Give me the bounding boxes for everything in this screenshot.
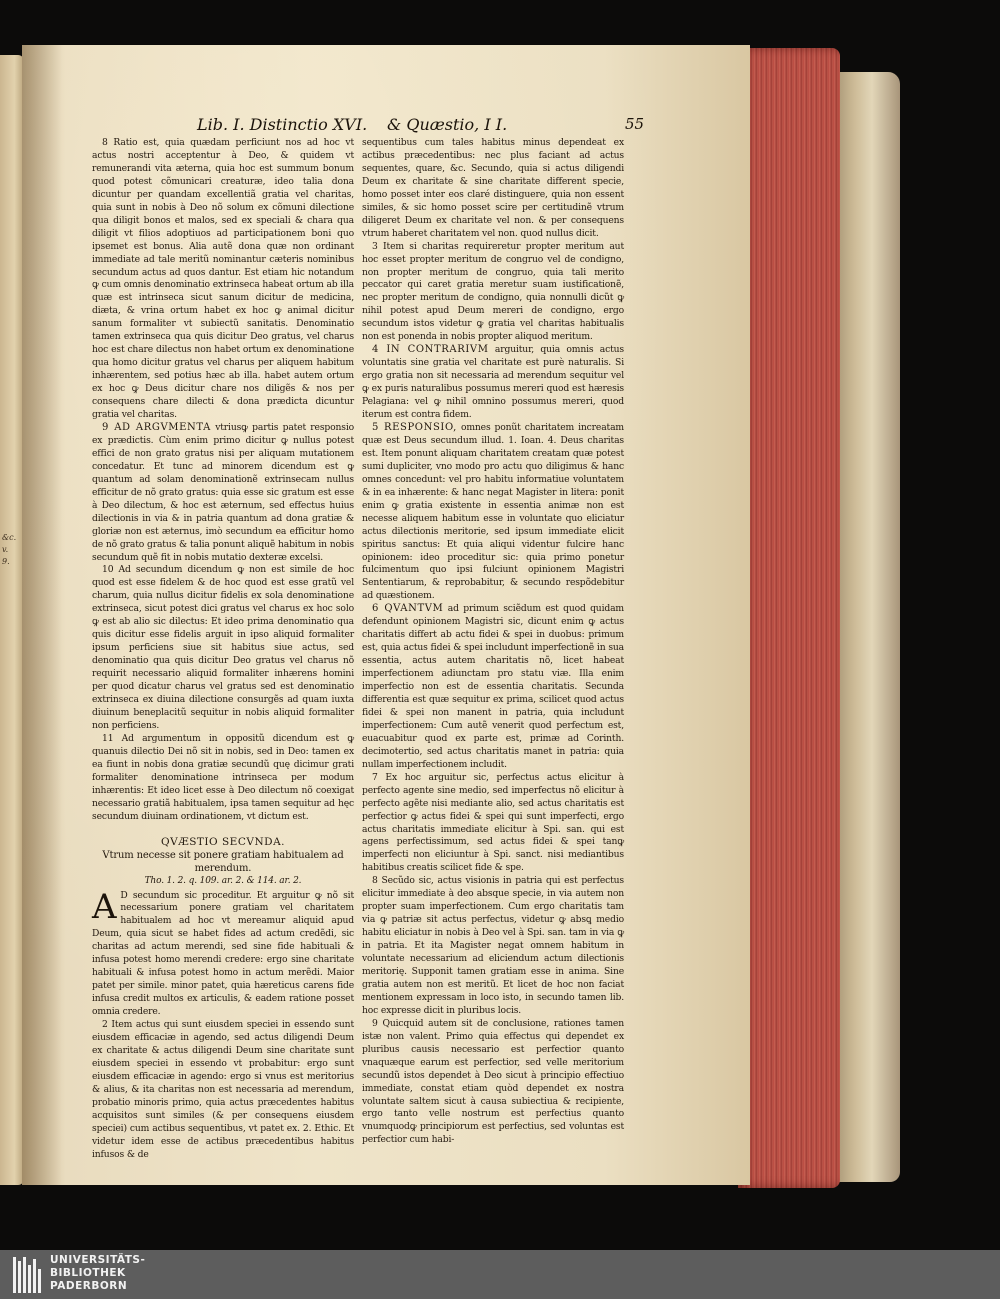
paragraph-lead: 5 RESPONSIO, bbox=[372, 421, 457, 433]
margin-note-line: 9. bbox=[2, 557, 10, 566]
paragraph: 7 Ex hoc arguitur sic, perfectus actus elicitur à perfecto agente sine medio, sed imperfectus nõ elicitur à perfecto agẽte nisi mediante alio, sed actus charitatis est perfectior ꝙ actus fidei & spei qui sunt imperfecti, ergo actus charitatis immediate elicitur à Spi. san. qui est agens perfectissimum, sed actus fidei & spei tanꝙ imperfecti non eliciuntur à Spi. sanct. nisi mediantibus habitibus creatis scilicet fide & spe. bbox=[362, 771, 624, 874]
paragraph bbox=[362, 603, 624, 771]
margin-note-line: v. bbox=[2, 545, 9, 554]
paragraph: 2 Item actus qui sunt eiusdem speciei in essendo sunt eiusdem efficaciæ in agendo, sed actus diligendi Deum ex charitate & actus diligendi Deum sine charitate sunt eiusdem speciei in essendo vt probabitur: ergo sunt eiusdem efficaciæ in agendo: ergo si vnus est meritorius & alius, & ita charitas non est necessaria ad merendum, probatio minoris primo, quia actus præcedentes habitus acquisitos sunt similes (& per consequens eiusdem speciei) cum actibus sequentibus, vt patet ex. 2. Ethic. Et videtur idem esse de actibus præcedentibus habitus infusos & de bbox=[92, 1019, 354, 1160]
red-page-edges bbox=[738, 48, 840, 1188]
book-page bbox=[22, 45, 750, 1185]
left-page-edge bbox=[0, 55, 24, 1185]
library-name-line: BIBLIOTHEK bbox=[50, 1267, 126, 1279]
library-name bbox=[50, 1254, 145, 1293]
drop-cap: A bbox=[92, 886, 117, 927]
paragraph-text: vtriusꝙ partis patet responsio ex prædictis. Cùm enim primo dicitur ꝙ nullus potest effici de non grato gratus nisi per aliquam mutationem concedatur. Et tunc ad minorem dicendum est ꝙ quantum ad solam denominationẽ extrinsecam nullus efficitur de nõ grato gratus: quia esse sic gratum est esse à Deo dilectum, & hoc est æternum, sed effectus huius dilectionis in via & in patria quantum ad dona gratiæ & gloriæ non est æternus, imò secundum ea efficitur homo de nõ grato gratus & talia ponunt aliquẽ habitum in nobis secundum quẽ fit in nobis mutatio dexteræ excelsi. bbox=[92, 421, 354, 563]
paragraph: sequentibus cum tales habitus minus dependeat ex actibus præcedentibus: nec plus faciant ad actus sequentes, quare, &c. Secundo, quia si actus diligendi Deum ex charitate & sine charitate different specie, homo posset inter eos claré distinguere, quia non essent similes, & sic homo posset scire per certitudinẽ vtrum diligeret Deum ex charitate vel non. & per consequens vtrum haberet charitatem vel non. quod nullus dicit. bbox=[362, 137, 624, 239]
library-name-line: PADERBORN bbox=[50, 1280, 128, 1292]
paragraph: 11 Ad argumentum in oppositũ dicendum est ꝙ quanuis dilectio Dei nõ sit in nobis, sed in Deo: tamen ex ea fiunt in nobis dona gratiæ secundũ quę dicimur grati formaliter denominatione intrinseca per modum inhærentis: Et ideo licet esse à Deo dilectum nõ coexigat necessario gratiã habitualem, ipsa tamen sequitur ad hęc secundum diuinam ordinationem, vt dictum est. bbox=[92, 732, 354, 822]
question-text: Vtrum necesse sit ponere gratiam habitualem ad merendum. bbox=[102, 849, 344, 874]
paragraph-lead: 6 QVANTVM bbox=[372, 603, 444, 615]
margin-note bbox=[2, 532, 24, 568]
running-head-right: & Quæstio, I I. bbox=[387, 115, 508, 134]
paragraph: 3 Item si charitas requireretur propter meritum aut hoc esset propter meritum de congruo vel de condigno, non propter meritum de congruo, quia tali merito peccator qui caret gratia meretur suam iustificationẽ, nec propter meritum de condigno, quia nonnulli dicũt ꝙ nihil potest apud Deum mereri de condigno, ergo secundum istos videtur ꝙ gratia vel charitas habitualis non est ponenda in nobis propter aliquod meritum. bbox=[362, 240, 624, 343]
text-column-left bbox=[92, 137, 354, 1162]
paragraph-text: ad primum sciẽdum est quod quidam defendunt opinionem Magistri sic, dicunt enim ꝙ actus charitatis differt ab actu fidei & spei in duobus: primum est, quia actus fidei & spei includunt imperfectionẽ in sua essentia, actus autem charitatis nõ, licet habeat imperfectionem adiunctam pro statu viæ. Illa enim imperfectio non est de essentia charitatis. Secunda differentia est quæ sequitur ex prima, scilicet quod actus fidei & spei non manent in patria, quia includunt imperfectionem: Cum autẽ venerit quod perfectum est, euacuabitur quod ex parte est, primæ ad Corinth. decimotertio, sed actus charitatis manet in patria: quia nullam imperfectionem includit. bbox=[362, 603, 624, 770]
paragraph: 9 Quicquid autem sit de conclusione, rationes tamen istæ non valent. Primo quia effectus qui dependet ex pluribus causis necessario est perfectior quanto vnaquæque earum est perfectior, sed velle meritorium secundũ istos dependet à Deo sicut à principio effectiuo immediate, constat etiam quòd dependet ex nostra voluntate saltem sicut à causa subiectiua & recipiente, ergo tanto velle nostrum est perfectius quanto vnumquodꝙ principiorum est perfectius, sed voluntas est perfectior cum habi- bbox=[362, 1017, 624, 1146]
library-name-line: UNIVERSITÄTS- bbox=[50, 1254, 146, 1266]
paragraph-text: omnes ponũt charitatem increatam quæ est Deus secundum illud. 1. Ioan. 4. Deus charitas est. Item ponunt aliquam charitatem creatam quæ potest sumi dupliciter, vno modo pro actu quo diligimus & hanc omnes concedunt: vel pro habitu informatiue voluntatem & in ea inhærente: & hanc negat Magister in litera: ponit enim ꝙ gratia existente in essentia animæ non est necesse aliquem habitum esse in voluntate quo eliciatur actus dilectionis meritorie, sed ipsum immediate elicit spiritus sanctus: Et quia aliqui videntur fulcire hanc opinionem: ideo proceditur sic: quia primo ponetur fulcimentum quo ipsi fulciunt opinionem Magistri Sententiarum, & reprobabitur, & secundo respõdebitur ad quæstionem. bbox=[362, 421, 624, 602]
paragraph: 8 Secũdo sic, actus visionis in patria qui est perfectus elicitur immediate à deo absque specie, in via autem non propter suam imperfectionem. Cum ergo charitatis tam via ꝙ patriæ sit actus perfectus, videtur ꝙ absꝗ medio habitu eliciatur in nobis à Deo vel à Spi. san. tam in via ꝙ in patria. Et ita Magister negat omnem habitum in voluntate necessarium ad eliciendum actum dilectionis meritorię. Supponit tamen gratiam esse in anima. Sine gratia autem non est meritũ. Et licet de hoc non faciat mentionem expressam in loco isto, in secundo tamen lib. hoc expresse dicit in pluribus locis. bbox=[362, 875, 624, 1016]
paragraph: 8 Ratio est, quia quædam perficiunt nos ad hoc vt actus nostri acceptentur à Deo, & quidem vt remunerandi vita æterna, quia hoc est summum bonum quod potest cõmunicari creaturæ, ideo talia dona dicuntur per quandam excellentiã gratia vel charitas, quia sunt in nobis à Deo nõ solum ex cõmuni dilectione qua diligit bonos et malos, sed ex speciali & chara qua diligit vt filios adoptiuos ad participationem boni quo ipsemet est bonus. Alia autẽ dona quæ non ordinant immediate ad tale meritũ nominantur cæteris nominibus secundum actus ad quos dantur. Est etiam hic notandum ꝙ cum omnis denominatio extrinseca habeat ortum ab illa quæ est intrinseca sicut sanum dicitur de medicina, diæta, & vrina ortum habet ex hoc ꝙ animal dicitur sanum formaliter vt subiectũ sanitatis. Denominatio tamen extrinseca qua quis dicitur Deo gratus, vel charus hoc est chare dilectus non habet ortum ex denominatione qua homo dicitur gratus vel charus per aliquem habitum inhærentem, sed potius hæc ab illa. habet autem ortum ex hoc ꝙ Deus dicitur chare nos diligẽs & nos per consequens chare dilecti & dona prædicta dicuntur gratia vel charitas. bbox=[92, 137, 354, 421]
paragraph-text: D secundum sic proceditur. Et arguitur ꝙ nõ sit necessarium ponere gratiam vel charitatem habitualem ad hoc vt mereamur aliquid apud Deum, quia sicut se habet fides ad actum credẽdi, sic charitas ad actum merendi, sed sine fide habituali & infusa potest homo merendi credere: ergo sine charitate habituali & infusa potest homo in actum merẽdi. Maior patet per simile. minor patet, quia hæreticus carens fide infusa credit multos ex articulis, & eadem ratione posset omnia credere. bbox=[92, 889, 354, 1018]
paragraph: 10 Ad secundum dicendum ꝙ non est simile de hoc quod est esse fidelem & de hoc quod est esse gratũ vel charum, quia nullus dicitur fidelis ex sola denominatione extrinseca, sicut potest dici gratus vel charus ex hoc solo ꝙ est ab alio sic dilectus: Et ideo prima denominatio qua quis dicitur esse fidelis arguit in ipso aliquid formaliter ipsum perficiens siue sit habitus siue actus, sed denominatio qua quis dicitur Deo gratus vel charus nõ requirit necessario aliquid formaliter inhærens homini per quod dicatur charus vel gratus sed est denominatio extrinseca ex diuina dilectione consurgẽs ad quam iuxta diuinum beneplacitũ sequitur in nobis aliquid formaliter non perficiens. bbox=[92, 564, 354, 731]
page-number: 55 bbox=[625, 115, 645, 133]
question-title: QVÆSTIO SECVNDA. bbox=[161, 835, 285, 848]
paragraph bbox=[92, 886, 354, 1020]
paragraph bbox=[362, 422, 624, 603]
paragraph-lead: 4 IN CONTRARIVM bbox=[372, 344, 489, 356]
text-column-right bbox=[362, 137, 624, 1147]
paragraph-text: arguitur, quia omnis actus voluntatis sine gratia vel charitate est purè naturalis. Si ergo gratia non sit necessaria ad merendum sequitur vel ꝙ ex puris naturalibus possumus mereri quod est hæresis Pelagiana: vel ꝙ nihil omnino possumus mereri, quod iterum est contra fidem. bbox=[362, 344, 624, 421]
library-footer-bar bbox=[0, 1250, 1000, 1299]
library-logo-icon bbox=[12, 1255, 42, 1295]
paragraph-lead: 9 AD ARGVMENTA bbox=[102, 421, 211, 433]
margin-note-line: &c. bbox=[2, 533, 17, 542]
running-head-left: Lib. I. Distinctio XVI. bbox=[197, 115, 368, 134]
question-reference: Tho. 1. 2. q. 109. ar. 2. & 114. ar. 2. bbox=[144, 875, 302, 886]
book-cover bbox=[830, 72, 900, 1182]
question-heading bbox=[92, 836, 354, 888]
paragraph bbox=[92, 422, 354, 564]
paragraph bbox=[362, 344, 624, 422]
